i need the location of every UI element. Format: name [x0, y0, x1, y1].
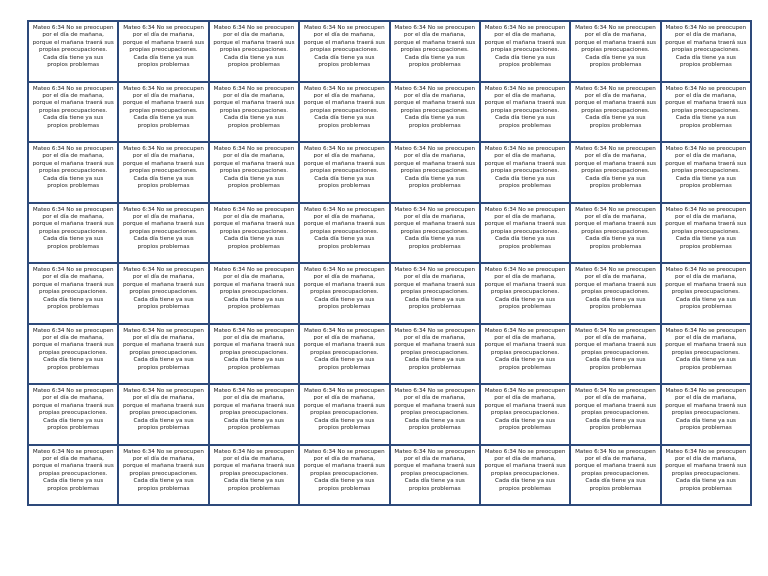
verse-label-text: Mateo 6:34 No se preocupen por el día de mañana, porque el mañana traerá sus propias preocupaciones. Cada día tiene ya sus propios problemas — [665, 327, 747, 371]
verse-label-text: Mateo 6:34 No se preocupen por el día de mañana, porque el mañana traerá sus propias preocupaciones. Cada día tiene ya sus propios problemas — [123, 267, 205, 311]
verse-label-text: Mateo 6:34 No se preocupen por el día de mañana, porque el mañana traerá sus propias preocupaciones. Cada día tiene ya sus propios problemas — [123, 25, 205, 69]
verse-label-text: Mateo 6:34 No se preocupen por el día de mañana, porque el mañana traerá sus propias preocupaciones. Cada día tiene ya sus propios problemas — [394, 388, 476, 432]
verse-label — [480, 203, 570, 264]
verse-label — [480, 324, 570, 385]
verse-label — [299, 445, 389, 506]
verse-label-text: Mateo 6:34 No se preocupen por el día de mañana, porque el mañana traerá sus propias preocupaciones. Cada día tiene ya sus propios problemas — [484, 85, 566, 129]
verse-label — [661, 384, 751, 445]
verse-label — [570, 82, 660, 143]
verse-label-text: Mateo 6:34 No se preocupen por el día de mañana, porque el mañana traerá sus propias preocupaciones. Cada día tiene ya sus propios problemas — [574, 146, 656, 190]
verse-label — [209, 324, 299, 385]
verse-label-text: Mateo 6:34 No se preocupen por el día de mañana, porque el mañana traerá sus propias preocupaciones. Cada día tiene ya sus propios problemas — [123, 146, 205, 190]
verse-label — [209, 384, 299, 445]
verse-label-text: Mateo 6:34 No se preocupen por el día de mañana, porque el mañana traerá sus propias preocupaciones. Cada día tiene ya sus propios problemas — [303, 206, 385, 250]
verse-label-text: Mateo 6:34 No se preocupen por el día de mañana, porque el mañana traerá sus propias preocupaciones. Cada día tiene ya sus propios problemas — [123, 388, 205, 432]
verse-label — [390, 82, 480, 143]
verse-label — [661, 21, 751, 82]
verse-label — [480, 263, 570, 324]
verse-label — [661, 203, 751, 264]
verse-label-text: Mateo 6:34 No se preocupen por el día de mañana, porque el mañana traerá sus propias preocupaciones. Cada día tiene ya sus propios problemas — [394, 448, 476, 492]
verse-label — [209, 445, 299, 506]
verse-label-text: Mateo 6:34 No se preocupen por el día de mañana, porque el mañana traerá sus propias preocupaciones. Cada día tiene ya sus propios problemas — [213, 448, 295, 492]
verse-label-text: Mateo 6:34 No se preocupen por el día de mañana, porque el mañana traerá sus propias preocupaciones. Cada día tiene ya sus propios problemas — [484, 267, 566, 311]
verse-label — [480, 142, 570, 203]
verse-label-text: Mateo 6:34 No se preocupen por el día de mañana, porque el mañana traerá sus propias preocupaciones. Cada día tiene ya sus propios problemas — [484, 448, 566, 492]
verse-label — [480, 21, 570, 82]
verse-label-text: Mateo 6:34 No se preocupen por el día de mañana, porque el mañana traerá sus propias preocupaciones. Cada día tiene ya sus propios problemas — [213, 146, 295, 190]
verse-label — [661, 445, 751, 506]
verse-label-text: Mateo 6:34 No se preocupen por el día de mañana, porque el mañana traerá sus propias preocupaciones. Cada día tiene ya sus propios problemas — [32, 146, 114, 190]
verse-label-text: Mateo 6:34 No se preocupen por el día de mañana, porque el mañana traerá sus propias preocupaciones. Cada día tiene ya sus propios problemas — [213, 388, 295, 432]
verse-label-text: Mateo 6:34 No se preocupen por el día de mañana, porque el mañana traerá sus propias preocupaciones. Cada día tiene ya sus propios problemas — [32, 388, 114, 432]
verse-label-text: Mateo 6:34 No se preocupen por el día de mañana, porque el mañana traerá sus propias preocupaciones. Cada día tiene ya sus propios problemas — [484, 388, 566, 432]
verse-label — [480, 445, 570, 506]
verse-label — [118, 445, 208, 506]
verse-label-text: Mateo 6:34 No se preocupen por el día de mañana, porque el mañana traerá sus propias preocupaciones. Cada día tiene ya sus propios problemas — [32, 267, 114, 311]
verse-label-text: Mateo 6:34 No se preocupen por el día de mañana, porque el mañana traerá sus propias preocupaciones. Cada día tiene ya sus propios problemas — [123, 448, 205, 492]
verse-label — [570, 21, 660, 82]
verse-label — [28, 263, 118, 324]
verse-label — [28, 142, 118, 203]
verse-label-text: Mateo 6:34 No se preocupen por el día de mañana, porque el mañana traerá sus propias preocupaciones. Cada día tiene ya sus propios problemas — [574, 85, 656, 129]
verse-label-text: Mateo 6:34 No se preocupen por el día de mañana, porque el mañana traerá sus propias preocupaciones. Cada día tiene ya sus propios problemas — [32, 25, 114, 69]
verse-label — [570, 263, 660, 324]
verse-label — [390, 142, 480, 203]
verse-label — [118, 324, 208, 385]
verse-label — [299, 142, 389, 203]
verse-label — [661, 82, 751, 143]
verse-label-text: Mateo 6:34 No se preocupen por el día de mañana, porque el mañana traerá sus propias preocupaciones. Cada día tiene ya sus propios problemas — [665, 85, 747, 129]
verse-label-text: Mateo 6:34 No se preocupen por el día de mañana, porque el mañana traerá sus propias preocupaciones. Cada día tiene ya sus propios problemas — [394, 267, 476, 311]
verse-label-text: Mateo 6:34 No se preocupen por el día de mañana, porque el mañana traerá sus propias preocupaciones. Cada día tiene ya sus propios problemas — [484, 327, 566, 371]
verse-label — [299, 21, 389, 82]
verse-label-text: Mateo 6:34 No se preocupen por el día de mañana, porque el mañana traerá sus propias preocupaciones. Cada día tiene ya sus propios problemas — [394, 85, 476, 129]
verse-label-text: Mateo 6:34 No se preocupen por el día de mañana, porque el mañana traerá sus propias preocupaciones. Cada día tiene ya sus propios problemas — [213, 25, 295, 69]
verse-label-text: Mateo 6:34 No se preocupen por el día de mañana, porque el mañana traerá sus propias preocupaciones. Cada día tiene ya sus propios problemas — [665, 25, 747, 69]
verse-label-text: Mateo 6:34 No se preocupen por el día de mañana, porque el mañana traerá sus propias preocupaciones. Cada día tiene ya sus propios problemas — [213, 85, 295, 129]
verse-label-text: Mateo 6:34 No se preocupen por el día de mañana, porque el mañana traerá sus propias preocupaciones. Cada día tiene ya sus propios problemas — [123, 206, 205, 250]
verse-label-text: Mateo 6:34 No se preocupen por el día de mañana, porque el mañana traerá sus propias preocupaciones. Cada día tiene ya sus propios problemas — [394, 327, 476, 371]
verse-label-text: Mateo 6:34 No se preocupen por el día de mañana, porque el mañana traerá sus propias preocupaciones. Cada día tiene ya sus propios problemas — [665, 206, 747, 250]
verse-label — [570, 203, 660, 264]
verse-label-text: Mateo 6:34 No se preocupen por el día de mañana, porque el mañana traerá sus propias preocupaciones. Cada día tiene ya sus propios problemas — [303, 448, 385, 492]
verse-label — [390, 203, 480, 264]
verse-label — [570, 445, 660, 506]
label-sheet — [27, 20, 752, 506]
verse-label — [570, 324, 660, 385]
verse-label — [118, 142, 208, 203]
verse-label-text: Mateo 6:34 No se preocupen por el día de mañana, porque el mañana traerá sus propias preocupaciones. Cada día tiene ya sus propios problemas — [32, 85, 114, 129]
verse-label-text: Mateo 6:34 No se preocupen por el día de mañana, porque el mañana traerá sus propias preocupaciones. Cada día tiene ya sus propios problemas — [32, 448, 114, 492]
verse-label-text: Mateo 6:34 No se preocupen por el día de mañana, porque el mañana traerá sus propias preocupaciones. Cada día tiene ya sus propios problemas — [665, 146, 747, 190]
verse-label — [118, 21, 208, 82]
verse-label-text: Mateo 6:34 No se preocupen por el día de mañana, porque el mañana traerá sus propias preocupaciones. Cada día tiene ya sus propios problemas — [484, 206, 566, 250]
verse-label-text: Mateo 6:34 No se preocupen por el día de mañana, porque el mañana traerá sus propias preocupaciones. Cada día tiene ya sus propios problemas — [32, 327, 114, 371]
verse-label — [209, 82, 299, 143]
verse-label — [480, 384, 570, 445]
verse-label-text: Mateo 6:34 No se preocupen por el día de mañana, porque el mañana traerá sus propias preocupaciones. Cada día tiene ya sus propios problemas — [303, 327, 385, 371]
verse-label-text: Mateo 6:34 No se preocupen por el día de mañana, porque el mañana traerá sus propias preocupaciones. Cada día tiene ya sus propios problemas — [484, 25, 566, 69]
verse-label-text: Mateo 6:34 No se preocupen por el día de mañana, porque el mañana traerá sus propias preocupaciones. Cada día tiene ya sus propios problemas — [32, 206, 114, 250]
verse-label — [570, 142, 660, 203]
verse-label-text: Mateo 6:34 No se preocupen por el día de mañana, porque el mañana traerá sus propias preocupaciones. Cada día tiene ya sus propios problemas — [574, 327, 656, 371]
verse-label — [661, 324, 751, 385]
verse-label — [390, 324, 480, 385]
verse-label-text: Mateo 6:34 No se preocupen por el día de mañana, porque el mañana traerá sus propias preocupaciones. Cada día tiene ya sus propios problemas — [303, 388, 385, 432]
verse-label — [28, 445, 118, 506]
verse-label — [661, 142, 751, 203]
verse-label — [209, 203, 299, 264]
verse-label-text: Mateo 6:34 No se preocupen por el día de mañana, porque el mañana traerá sus propias preocupaciones. Cada día tiene ya sus propios problemas — [574, 25, 656, 69]
verse-label-text: Mateo 6:34 No se preocupen por el día de mañana, porque el mañana traerá sus propias preocupaciones. Cada día tiene ya sus propios problemas — [213, 327, 295, 371]
verse-label-text: Mateo 6:34 No se preocupen por el día de mañana, porque el mañana traerá sus propias preocupaciones. Cada día tiene ya sus propios problemas — [213, 206, 295, 250]
verse-label — [209, 21, 299, 82]
verse-label-text: Mateo 6:34 No se preocupen por el día de mañana, porque el mañana traerá sus propias preocupaciones. Cada día tiene ya sus propios problemas — [303, 25, 385, 69]
verse-label-text: Mateo 6:34 No se preocupen por el día de mañana, porque el mañana traerá sus propias preocupaciones. Cada día tiene ya sus propios problemas — [574, 206, 656, 250]
verse-label-text: Mateo 6:34 No se preocupen por el día de mañana, porque el mañana traerá sus propias preocupaciones. Cada día tiene ya sus propios problemas — [394, 146, 476, 190]
verse-label-text: Mateo 6:34 No se preocupen por el día de mañana, porque el mañana traerá sus propias preocupaciones. Cada día tiene ya sus propios problemas — [213, 267, 295, 311]
verse-label-text: Mateo 6:34 No se preocupen por el día de mañana, porque el mañana traerá sus propias preocupaciones. Cada día tiene ya sus propios problemas — [665, 267, 747, 311]
verse-label-text: Mateo 6:34 No se preocupen por el día de mañana, porque el mañana traerá sus propias preocupaciones. Cada día tiene ya sus propios problemas — [303, 267, 385, 311]
verse-label — [28, 203, 118, 264]
verse-label — [480, 82, 570, 143]
verse-label — [570, 384, 660, 445]
verse-label — [390, 21, 480, 82]
verse-label — [118, 263, 208, 324]
verse-label — [28, 82, 118, 143]
verse-label-text: Mateo 6:34 No se preocupen por el día de mañana, porque el mañana traerá sus propias preocupaciones. Cada día tiene ya sus propios problemas — [303, 85, 385, 129]
verse-label — [299, 324, 389, 385]
verse-label-text: Mateo 6:34 No se preocupen por el día de mañana, porque el mañana traerá sus propias preocupaciones. Cada día tiene ya sus propios problemas — [574, 267, 656, 311]
verse-label-text: Mateo 6:34 No se preocupen por el día de mañana, porque el mañana traerá sus propias preocupaciones. Cada día tiene ya sus propios problemas — [574, 388, 656, 432]
verse-label — [661, 263, 751, 324]
verse-label — [390, 263, 480, 324]
verse-label — [299, 384, 389, 445]
verse-label-text: Mateo 6:34 No se preocupen por el día de mañana, porque el mañana traerá sus propias preocupaciones. Cada día tiene ya sus propios problemas — [574, 448, 656, 492]
verse-label — [118, 384, 208, 445]
verse-label-text: Mateo 6:34 No se preocupen por el día de mañana, porque el mañana traerá sus propias preocupaciones. Cada día tiene ya sus propios problemas — [484, 146, 566, 190]
verse-label-text: Mateo 6:34 No se preocupen por el día de mañana, porque el mañana traerá sus propias preocupaciones. Cada día tiene ya sus propios problemas — [394, 25, 476, 69]
verse-label — [118, 82, 208, 143]
verse-label — [118, 203, 208, 264]
verse-label — [28, 384, 118, 445]
verse-label — [390, 445, 480, 506]
verse-label — [390, 384, 480, 445]
verse-label — [299, 203, 389, 264]
verse-label — [209, 142, 299, 203]
verse-label — [28, 324, 118, 385]
verse-label — [28, 21, 118, 82]
verse-label-text: Mateo 6:34 No se preocupen por el día de mañana, porque el mañana traerá sus propias preocupaciones. Cada día tiene ya sus propios problemas — [123, 327, 205, 371]
verse-label-text: Mateo 6:34 No se preocupen por el día de mañana, porque el mañana traerá sus propias preocupaciones. Cada día tiene ya sus propios problemas — [303, 146, 385, 190]
verse-label — [299, 263, 389, 324]
verse-label-text: Mateo 6:34 No se preocupen por el día de mañana, porque el mañana traerá sus propias preocupaciones. Cada día tiene ya sus propios problemas — [665, 448, 747, 492]
verse-label-text: Mateo 6:34 No se preocupen por el día de mañana, porque el mañana traerá sus propias preocupaciones. Cada día tiene ya sus propios problemas — [123, 85, 205, 129]
verse-label-text: Mateo 6:34 No se preocupen por el día de mañana, porque el mañana traerá sus propias preocupaciones. Cada día tiene ya sus propios problemas — [665, 388, 747, 432]
verse-label — [209, 263, 299, 324]
verse-label-text: Mateo 6:34 No se preocupen por el día de mañana, porque el mañana traerá sus propias preocupaciones. Cada día tiene ya sus propios problemas — [394, 206, 476, 250]
verse-label — [299, 82, 389, 143]
